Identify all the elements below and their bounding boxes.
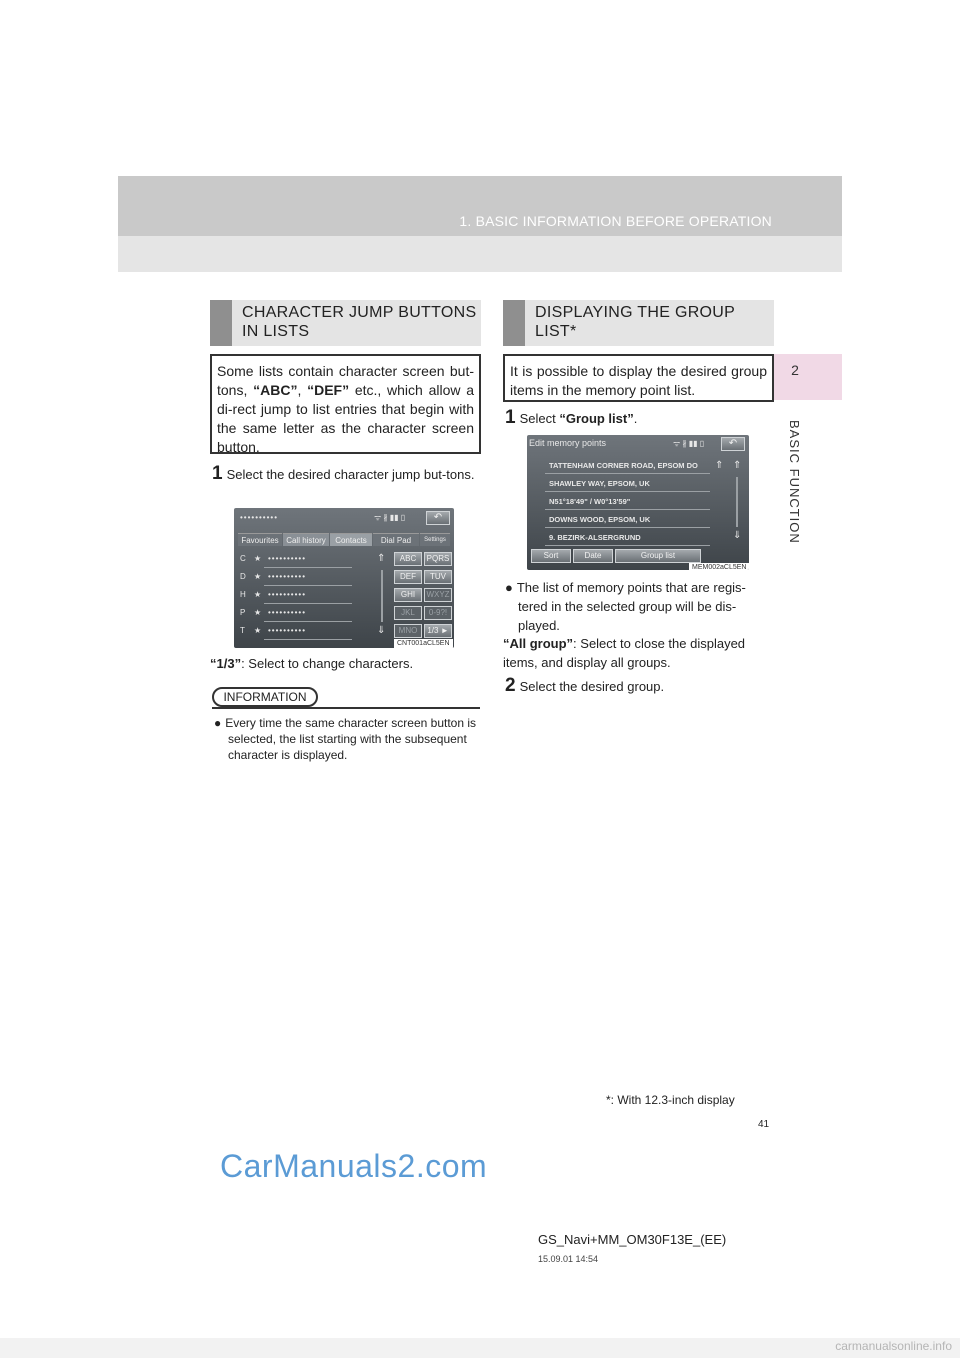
def-label: “DEF” [307, 382, 350, 398]
row-divider [264, 603, 352, 604]
row-divider [264, 585, 352, 586]
right-step-1 [505, 408, 773, 428]
information-label: INFORMATION [212, 687, 318, 707]
section-label: BASIC FUNCTION [787, 420, 802, 544]
star-icon: ★ [254, 626, 262, 635]
document-date: 15.09.01 14:54 [538, 1254, 599, 1264]
left-heading-line1: CHARACTER JUMP BUTTONS [242, 304, 477, 321]
left-heading-line2: IN LISTS [242, 323, 310, 340]
tab-favourites[interactable]: Favourites [238, 533, 282, 546]
back-button[interactable]: ↶ [721, 437, 745, 451]
note-label: “1/3” [210, 656, 242, 671]
row-letter: P [240, 608, 246, 617]
scrollbar[interactable] [736, 477, 738, 527]
right-bullet [505, 578, 773, 635]
memory-point-name: DOWNS WOOD, EPSOM, UK [549, 515, 651, 524]
row-divider [545, 509, 710, 510]
left-heading-text [242, 303, 476, 341]
wxyz-button[interactable]: WXYZ [424, 588, 452, 602]
row-name: •••••••••• [268, 572, 307, 581]
abc-label: “ABC” [253, 382, 298, 398]
page-number: 41 [758, 1119, 770, 1130]
bullet-icon: ● [214, 716, 222, 730]
back-button[interactable]: ↶ [426, 511, 450, 525]
heading-bar [503, 300, 525, 346]
left-intro-box [210, 354, 481, 454]
sort-button[interactable]: Sort [531, 549, 571, 563]
group-list-label: “Group list” [559, 411, 634, 426]
status-icons: ᯤ ∦ ▮▮ ▯ [673, 439, 705, 448]
row-letter: D [240, 572, 246, 581]
jkl-button[interactable]: JKL [394, 606, 422, 620]
row-name: •••••••••• [268, 626, 307, 635]
ghi-button[interactable]: GHI [394, 588, 422, 602]
memory-point-name: SHAWLEY WAY, EPSOM, UK [549, 479, 650, 488]
star-icon: ★ [254, 572, 262, 581]
bullet-icon: ● [505, 580, 513, 595]
step-text: Select [519, 411, 560, 426]
scroll-up-button[interactable]: ⇑ [733, 460, 742, 471]
row-divider [545, 527, 710, 528]
page-toggle-button[interactable]: 1/3 ► [424, 624, 452, 638]
screen-title: •••••••••• [240, 513, 279, 522]
all-group-label: “All group” [503, 636, 574, 651]
row-name: •••••••••• [268, 608, 307, 617]
figure-code: CNT001aCL5EN [394, 639, 453, 648]
bottom-strip [0, 1338, 960, 1358]
memory-point-name: TATTENHAM CORNER ROAD, EPSOM DO [549, 461, 698, 470]
right-heading-line2: LIST* [535, 323, 577, 340]
move-up-button[interactable]: ⇑ [715, 460, 724, 471]
footnote: *: With 12.3-inch display [606, 1093, 735, 1107]
note-text: : Select to change characters. [241, 656, 414, 671]
chapter-title: 1. BASIC INFORMATION BEFORE OPERATION [459, 213, 772, 229]
scroll-down-button[interactable]: ⇓ [733, 530, 742, 541]
row-divider [545, 473, 710, 474]
information-text: Every time the same character screen button is selected, the list starting with the subsequent character is displayed. [225, 716, 477, 762]
right-intro-box: It is possible to display the desired group items in the memory point list. [503, 354, 774, 402]
scrollbar[interactable] [381, 570, 383, 622]
right-heading-line1: DISPLAYING THE GROUP [535, 304, 736, 321]
site-watermark: carmanualsonline.info [835, 1339, 952, 1353]
document-id: GS_Navi+MM_OM30F13E_(EE) [538, 1232, 727, 1247]
row-name: •••••••••• [268, 554, 307, 563]
step-number: 2 [505, 675, 516, 696]
intro-text: Some lists contain character screen but-tons, [217, 363, 474, 398]
memory-point-name: 9. BEZIRK-ALSERGRUND [549, 533, 641, 542]
section-number: 2 [791, 362, 799, 378]
step-number: 1 [212, 463, 223, 484]
pqrs-button[interactable]: PQRS [424, 552, 452, 566]
information-rule [212, 707, 480, 709]
figure-code: MEM002aCL5EN [689, 563, 749, 570]
step-number: 1 [505, 407, 516, 428]
scroll-down-button[interactable]: ⇓ [377, 625, 386, 636]
tab-contacts[interactable]: Contacts [330, 533, 372, 546]
status-icons: ᯤ ∦ ▮▮ ▯ [374, 513, 406, 522]
step-text: Select the desired group. [519, 679, 665, 694]
row-divider [264, 639, 352, 640]
phone-contacts-screen [234, 508, 454, 648]
right-heading-text [535, 303, 735, 341]
row-letter: H [240, 590, 246, 599]
star-icon: ★ [254, 554, 262, 563]
row-divider [545, 491, 710, 492]
intro-text-2: etc., which allow a di-rect jump to list entries that begin with the same letter as the character screen button. [217, 382, 475, 455]
step-text: Select the desired character jump but-tons. [226, 467, 475, 482]
star-icon: ★ [254, 608, 262, 617]
intro-comma: , [297, 382, 308, 398]
def-button[interactable]: DEF [394, 570, 422, 584]
row-letter: T [240, 626, 245, 635]
row-name: •••••••••• [268, 590, 307, 599]
tab-dial-pad[interactable]: Dial Pad [373, 533, 419, 546]
bullet-text: The list of memory points that are regis-tered in the selected group will be dis-played. [516, 580, 746, 633]
tuv-button[interactable]: TUV [424, 570, 452, 584]
row-divider [545, 545, 710, 546]
heading-bar [210, 300, 232, 346]
left-note [210, 654, 481, 673]
all-group-description [503, 634, 774, 672]
watermark: CarManuals2.com [220, 1148, 488, 1184]
header-subband [118, 236, 842, 272]
row-divider [264, 567, 352, 568]
tab-call-history[interactable]: Call history [283, 533, 329, 546]
right-section-heading [503, 300, 774, 346]
row-divider [264, 621, 352, 622]
information-item [214, 715, 480, 763]
memory-points-screen [527, 435, 749, 570]
star-icon: ★ [254, 590, 262, 599]
tab-settings[interactable]: Settings [420, 533, 450, 546]
abc-button[interactable]: ABC [394, 552, 422, 566]
row-letter: C [240, 554, 246, 563]
date-button[interactable]: Date [573, 549, 613, 563]
scroll-up-button[interactable]: ⇑ [377, 553, 386, 564]
left-section-heading [210, 300, 481, 346]
mno-button[interactable]: MNO [394, 624, 422, 638]
all-group-text: : Select to close the displayed items, and display all groups. [503, 636, 746, 670]
digits-button[interactable]: 0-9?! [424, 606, 452, 620]
group-list-button[interactable]: Group list [615, 549, 701, 563]
right-step-2 [505, 676, 773, 696]
screen-title: Edit memory points [529, 438, 607, 448]
memory-point-name: N51°18'49" / W0°13'59" [549, 497, 631, 506]
step-period: . [633, 411, 638, 426]
left-step-1 [212, 464, 480, 484]
